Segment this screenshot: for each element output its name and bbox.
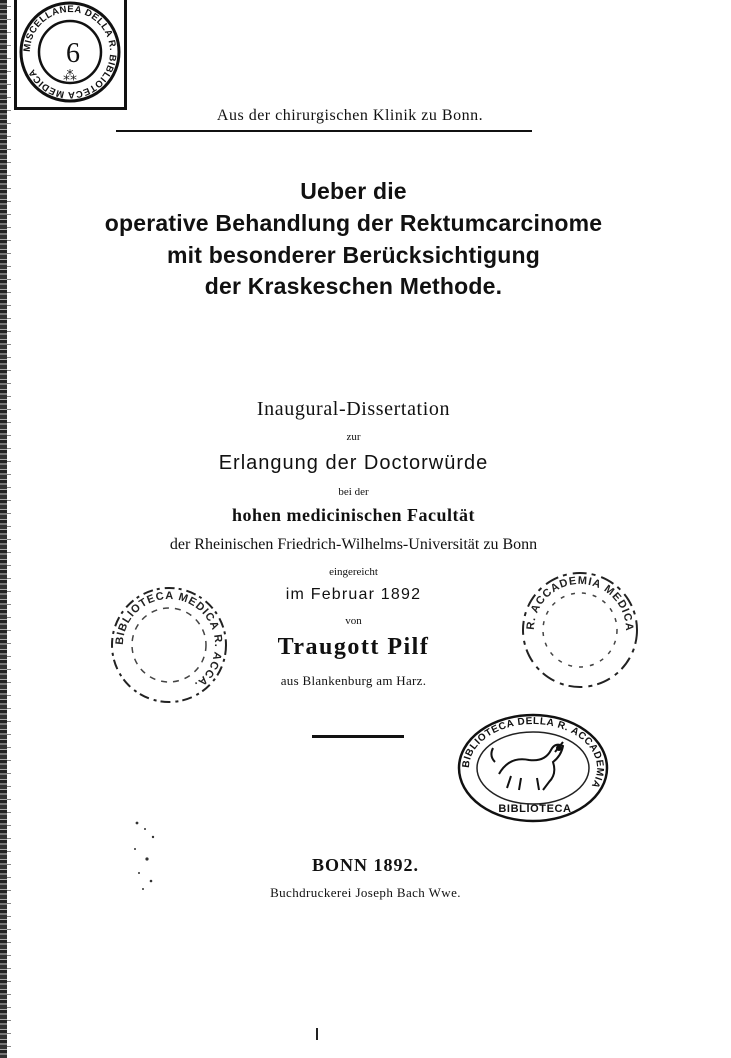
faculty-name: hohen medicinischen Facultät: [231, 505, 475, 525]
library-stamp-top-left: [18, 0, 122, 104]
svg-text:R. ACCADEMIA MEDICA: [525, 575, 635, 632]
word-von: von: [345, 615, 362, 627]
word-eingereicht: eingereicht: [329, 566, 378, 578]
library-stamp-left: [108, 584, 230, 706]
stamp-ring-text: BIBLIOTECA DELLA R. ACCADEMIA: [460, 715, 606, 791]
section-divider: [312, 735, 404, 738]
stamp-number: 6: [66, 38, 80, 69]
title-line-1: Ueber die: [300, 178, 407, 204]
author-name: Traugott Pilf: [277, 634, 430, 660]
author-origin: aus Blankenburg am Harz.: [280, 673, 427, 688]
title-line-2: operative Behandlung der Rektumcarcinome: [104, 210, 603, 236]
svg-text:BIBLIOTECA MEDICA R. ACCA.: [114, 590, 224, 691]
oval-stamp-label: BIBLIOTECA: [498, 803, 572, 815]
svg-text:⁂: ⁂: [63, 69, 77, 84]
scan-specks: [125, 815, 165, 895]
header-rule: [116, 130, 532, 132]
title-line-3: mit besonderer Berücksichtigung: [167, 242, 540, 268]
page-mark: [312, 1028, 324, 1042]
word-zur: zur: [346, 431, 361, 443]
emblem-animal-icon: [491, 742, 563, 790]
word-bei-der: bei der: [338, 486, 369, 498]
dissertation-purpose: Erlangung der Doctorwürde: [218, 452, 489, 474]
submission-date: im Februar 1892: [285, 586, 422, 603]
stamp-ring-text: MISCELLANEA DELLA R. BIBLIOTECA MEDICA: [21, 3, 119, 101]
imprint-printer: Buchdruckerei Joseph Bach Wwe.: [270, 885, 461, 900]
stamp-ring-text: BIBLIOTECA MEDICA R. ACCA.: [113, 589, 225, 692]
library-stamp-right: [519, 569, 641, 691]
dissertation-heading: Inaugural-Dissertation: [256, 398, 451, 420]
university-name: der Rheinischen Friedrich-Wilhelms-Universität zu Bonn: [169, 536, 538, 553]
stamp-ring-text: R. ACCADEMIA MEDICA: [524, 574, 636, 633]
header-institution: Aus der chirurgischen Klinik zu Bonn.: [216, 107, 484, 124]
library-stamp-oval: [455, 712, 611, 824]
imprint-place-year: BONN 1892.: [311, 855, 419, 875]
title-line-4: der Kraskeschen Methode.: [204, 273, 503, 299]
